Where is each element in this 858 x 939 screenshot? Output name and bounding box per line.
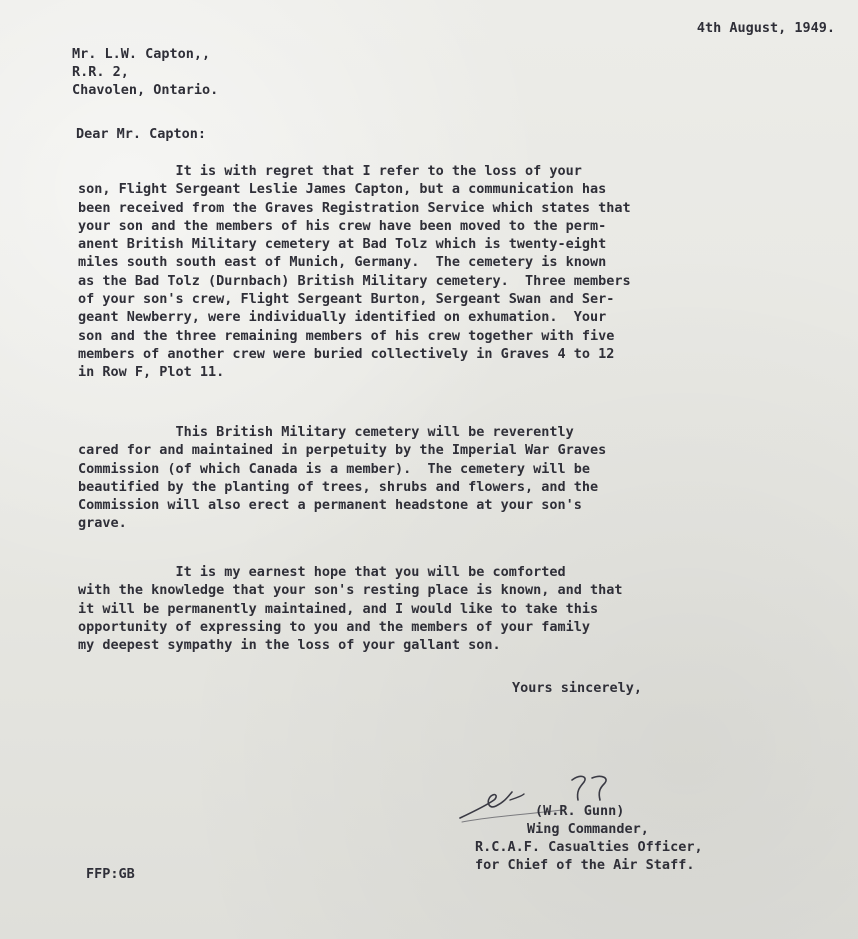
signature-block (475, 802, 703, 874)
paragraph-3 (78, 563, 768, 654)
text-line: It is my earnest hope that you will be comforted (78, 564, 566, 580)
text-line: as the Bad Tolz (Durnbach) British Military cemetery. Three members (78, 272, 631, 289)
text-line: son and the three remaining members of his crew together with five (78, 327, 615, 344)
paragraph-2 (78, 423, 768, 533)
closing: Yours sincerely, (512, 680, 643, 696)
text-line: my deepest sympathy in the loss of your gallant son. (78, 637, 501, 654)
text-line: It is with regret that I refer to the loss of your (78, 163, 582, 179)
text-line: in Row F, Plot 11. (78, 364, 225, 381)
text-line: of your son's crew, Flight Sergeant Burton, Sergeant Swan and Ser- (78, 291, 615, 308)
text-line: members of another crew were buried collectively in Graves 4 to 12 (78, 345, 615, 362)
reference-initials: FFP:GB (86, 866, 135, 882)
text-line: Commission will also erect a permanent headstone at your son's (78, 497, 582, 514)
text-line: son, Flight Sergeant Leslie James Capton, but a communication has (78, 181, 607, 198)
address-line: Mr. L.W. Capton,, (72, 46, 211, 62)
recipient-address (72, 45, 218, 99)
text-line: This British Military cemetery will be reverently (78, 424, 574, 440)
signatory-title: R.C.A.F. Casualties Officer, (475, 839, 703, 855)
text-line: been received from the Graves Registration Service which states that (78, 199, 631, 216)
text-line: beautified by the planting of trees, shrubs and flowers, and the (78, 478, 599, 495)
address-line: Chavolen, Ontario. (72, 82, 219, 98)
text-line: geant Newberry, were individually identified on exhumation. Your (78, 309, 607, 326)
text-line: miles south south east of Munich, Germany. The cemetery is known (78, 254, 607, 271)
text-line: with the knowledge that your son's resting place is known, and that (78, 582, 623, 599)
text-line: Commission (of which Canada is a member). The cemetery will be (78, 460, 591, 477)
text-line: your son and the members of his crew have been moved to the perm- (78, 217, 607, 234)
text-line: it will be permanently maintained, and I would like to take this (78, 600, 599, 617)
signatory-rank: Wing Commander, (527, 821, 649, 837)
letter-date: 4th August, 1949. (696, 20, 835, 36)
address-line: R.R. 2, (72, 64, 129, 80)
text-line: cared for and maintained in perpetuity by the Imperial War Graves (78, 442, 607, 459)
signatory-name: (W.R. Gunn) (535, 803, 625, 819)
salutation: Dear Mr. Capton: (76, 126, 207, 142)
text-line: anent British Military cemetery at Bad Tolz which is twenty-eight (78, 236, 607, 253)
paragraph-1 (78, 162, 768, 382)
signatory-on-behalf: for Chief of the Air Staff. (475, 857, 695, 873)
text-line: grave. (78, 515, 127, 532)
text-line: opportunity of expressing to you and the members of your family (78, 618, 591, 635)
